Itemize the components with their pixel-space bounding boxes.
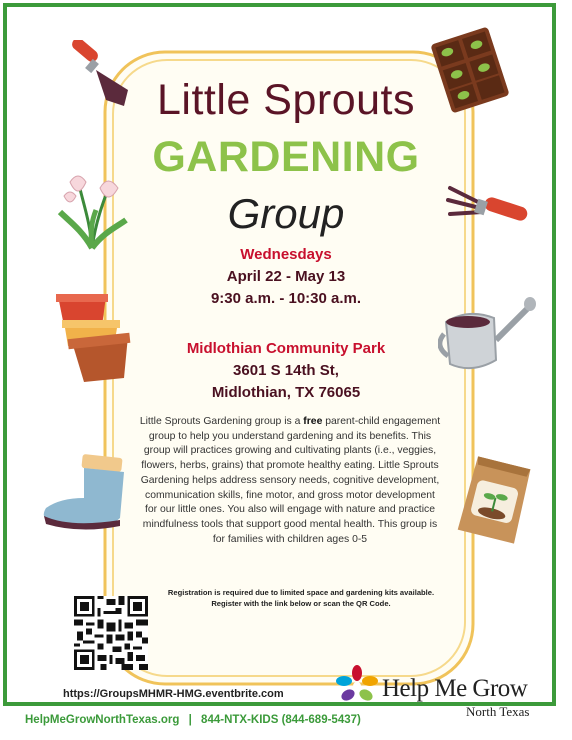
footer-website-link[interactable]: HelpMeGrowNorthTexas.org <box>25 714 180 726</box>
description-text <box>138 415 442 547</box>
title-line-3: Group <box>227 190 345 237</box>
description-part-2: parent-child engagement group to help you understand gardening and its benefits. This group will practices growing and cultivating plants (i.e., veggies, flowers, herbs, grains) that promote healthy eating. Little Sprouts Gardening helps address sensory needs, cognitive development, communication skills, fine motor, and gross motor development for our little ones. You also will engage with nature and practice mindfulness tools that support good mental health. This group is for families with children ages 0-5 <box>140 416 441 545</box>
footer-separator: | <box>188 714 192 726</box>
registration-link[interactable]: https://GroupsMHMR-HMG.eventbrite.com <box>63 688 284 700</box>
help-me-grow-logo-icon <box>336 665 378 709</box>
location-city: Midlothian, TX 76065 <box>211 384 361 401</box>
schedule-dates: April 22 - May 13 <box>226 268 346 285</box>
title-line-2: GARDENING <box>152 133 420 181</box>
seed-bag-icon <box>456 454 536 546</box>
footer-bar <box>25 714 361 726</box>
description-free: free <box>303 416 323 427</box>
logo-name: Help Me Grow <box>382 675 528 702</box>
footer-phone[interactable]: 844-NTX-KIDS (844-689-5437) <box>201 714 361 726</box>
title-line-1: Little Sprouts <box>157 76 415 124</box>
rain-boot-icon <box>40 452 132 532</box>
qr-code-icon[interactable] <box>74 596 148 670</box>
registration-note: Registration is required due to limited space and gardening kits available. Register with the link below or scan the QR Code. <box>167 588 435 608</box>
description-part-1: Little Sprouts Gardening group is a <box>139 416 304 427</box>
logo-subtitle: North Texas <box>466 704 530 719</box>
location-name: Midlothian Community Park <box>186 340 386 357</box>
location-street: 3601 S 14th St, <box>233 362 339 379</box>
schedule-time: 9:30 a.m. - 10:30 a.m. <box>210 290 362 307</box>
schedule-day: Wednesdays <box>240 246 332 263</box>
